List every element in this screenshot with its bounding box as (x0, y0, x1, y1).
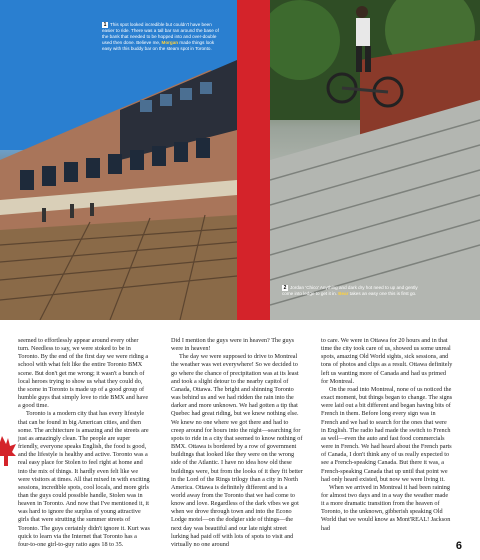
paragraph: On the road into Montreal, none of us noticed the exact moment, but things began to change. The signs were laid out a bit different and began having bits of French in them. Before long every sign was in French and we had to search for the ones that were in English. The radio had made the switch to French as well—even the auto and fast food commercials were in French. We had heard about the French parts of Canada, I don't think any of us really expected to see a French-speaking Canada. But there it was, a French-speaking Canada that up until that point we had only heard existed, but now we were living it. (321, 385, 453, 483)
caption-number: 1 (103, 22, 107, 28)
caption-text: Jordan 'Chico' Anything and dark dry hot need to up and gently come into ledge to get it in. (282, 285, 418, 296)
paragraph: seemed to effortlessly appear around every other turn. Needless to say, we were stoked to be in Toronto. By the end of the first day we were riding a school with what felt like the entire Toronto BMX scene. But don't get me wrong; it wasn't a bunch of local heroes trying to show us what they could do, the scene in Toronto is made up of a good group of humble guys that simply love to ride BMX and have a good time. (18, 337, 149, 410)
photo-bmx-ledge (270, 0, 480, 320)
article-column-3 (321, 337, 453, 533)
caption-text-end: takes an easy one this is first go. (348, 291, 417, 296)
caption-rider-name: Bear (338, 291, 349, 296)
paragraph: Did I mention the guys were in heaven? The guys were in heaven! (171, 337, 295, 353)
photo-building-boardwalk (0, 0, 237, 320)
page-number: 6 (455, 540, 462, 552)
caption-text-end: made things look easy with this buddy bar on the steam spot in Toronto. (102, 40, 215, 51)
photo-caption-left (102, 22, 220, 52)
caption-text: This spot looked incredible but couldn't have been easier to ride. There was a tall bar ran around the base of the bank that needed to be hopped into and over-double used then done. Believe me, (102, 22, 219, 45)
paragraph: to care. We were in Ottawa for 20 hours and in that time the city took care of us, showed us some unreal spots, amazing Old World sights, sick sessions, and tons of photos and clips as a result. Ottawa definitely left us wanting more of Canada and had us primed for Montreal. (321, 337, 453, 385)
photo-caption-right (282, 285, 422, 297)
caption-rider-name: Morgan (161, 40, 179, 45)
paragraph: The day we were supposed to drive to Montreal the weather was wet everywhere! So we decided to go where the chance of precipitation was at its least and took a slight detour to the nearby capitol of Canada, Ottawa. The bright and shinning Toronto was behind us and we had ridden the rain into the darker and more unknown. We had gotten a tip that Quebec had great riding, but we knew nothing else. We knew no one where we got there and had to creep around for hours into the night—searching for spots to ride in a city that seemed to know nothing of BMX. Ottawa is bordered by a row of government buildings that looked like they were on the wrong side of the Atlantic. I have no idea how old these buildings were, but from the looks of it they fit better in the Lord of the Rings trilogy than a city in North America. Ottawa is definitely different and is a world away from the Toronto that we had come to know and love. Regardless of the dark vibes we got when we drove through town and into the Econo Lodge motel—on the dodgier side of things—the next day was beautiful and our late night street lurking had paid off with lots of spots to visit and virtually no one around (171, 353, 303, 548)
article-column-2 (171, 337, 303, 549)
caption-number: 2 (283, 285, 287, 291)
paragraph: When we arrived in Montreal it had been raining for almost two days and in a way the weather made it a more dramatic transition from the heaven of Toronto, to the unknown, gibberish speaking Old World that we would know as Mont'REAL! Jackson had (321, 483, 451, 532)
photo-bmx-illustration (270, 0, 480, 320)
article-column-1 (18, 337, 150, 549)
maple-leaf-icon (0, 432, 16, 468)
paragraph: Toronto is a modern city that has every lifestyle that can be found in big American cities, and then some. The architecture is amazing and the streets are just as amazingly clean. The people are super friendly, everyone speaks English, the food is good, and the lifestyle is healthy and active. Toronto was a real easy place for Stolen to feel right at home and into the mix of things. It hardly even felt like we were visitors at times. All that mixed in with exciting sessions, incredible spots, cool locals, and more girls than the guys could possible handle, Stolen was in heaven in Toronto. And now that I've mentioned it, it was hard to ignore the surplus of young attractive girls that were strutting the summer streets of Toronto. The guys certainly didn't ignore it. Kurt was quick to learn via the Internet that Toronto has a four-to-one girl-to-guy ratio ages 18 to 35. (18, 410, 150, 548)
